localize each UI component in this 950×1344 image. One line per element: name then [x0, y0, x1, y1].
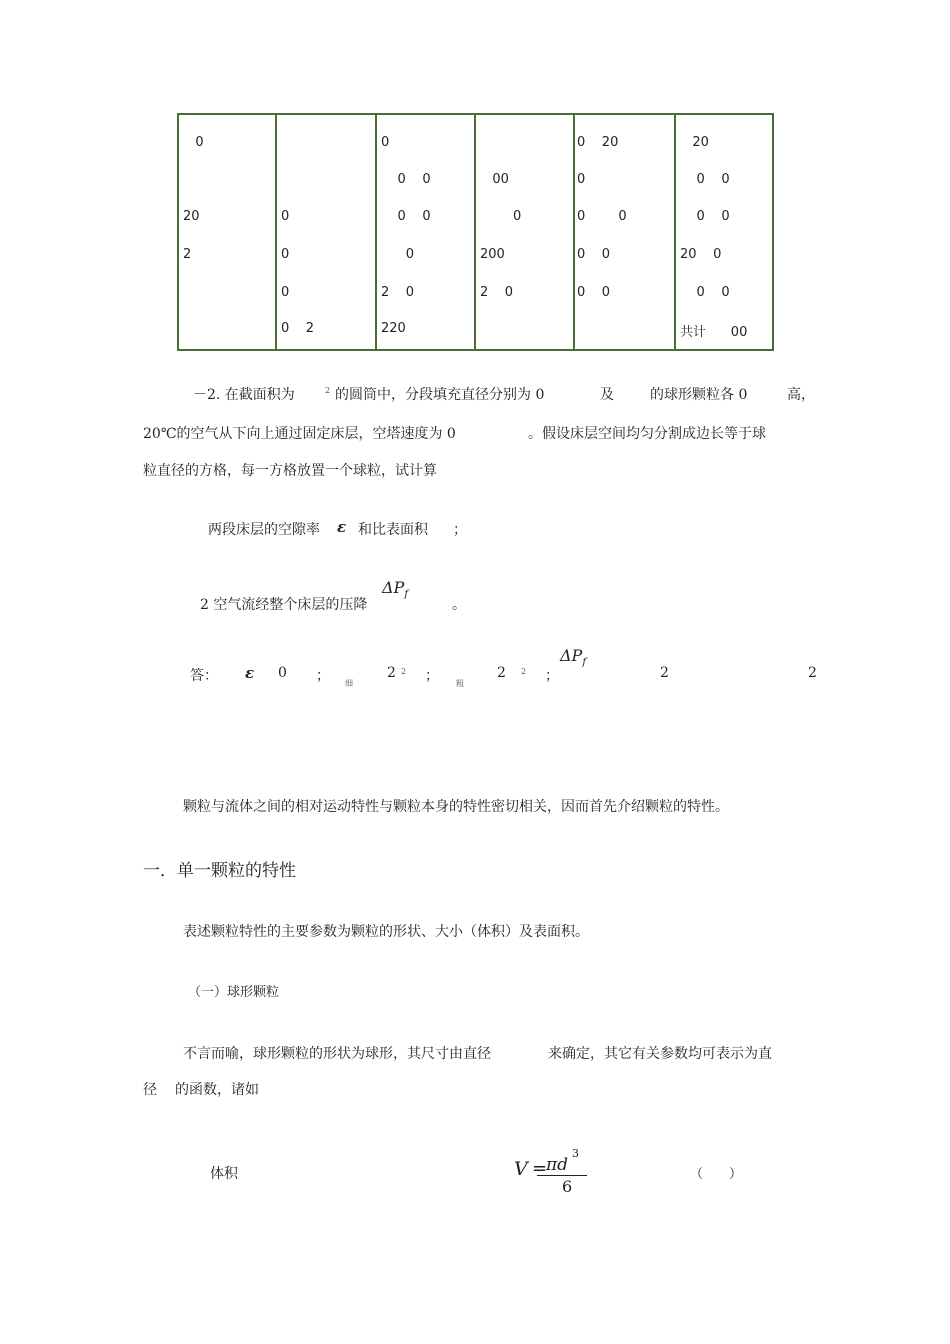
formula-numerator: πd	[546, 1155, 569, 1175]
answer-subscript: 细	[345, 679, 353, 688]
volume-label: 体积	[210, 1166, 238, 1182]
paragraph-line: 来确定，其它有关参数均可表示为直	[548, 1046, 772, 1062]
table-cell: 20	[183, 209, 200, 224]
table-cell: 0	[480, 209, 522, 224]
section-heading: 一．单一颗粒的特性	[143, 861, 296, 881]
fraction-bar	[537, 1175, 587, 1176]
table-cell: 0 0	[381, 209, 431, 224]
table-cell: 0	[577, 172, 586, 187]
intro-paragraph: 颗粒与流体之间的相对运动特性与颗粒本身的特性密切相关，因而首先介绍颗粒的特性。	[183, 799, 729, 815]
table-cell: 0	[381, 247, 415, 262]
answer-pressure-drop	[560, 646, 586, 668]
paragraph-line: 不言而喻，球形颗粒的形状为球形，其尺寸由直径	[183, 1046, 491, 1062]
formula-denominator: 6	[562, 1177, 573, 1196]
table-column	[575, 115, 676, 349]
pressure-drop-label: ΔP	[382, 578, 405, 597]
table-column	[676, 115, 772, 349]
data-table	[177, 113, 774, 351]
answer-epsilon: ε	[245, 664, 255, 682]
table-cell: 00	[480, 172, 509, 187]
table-cell: 0 0	[577, 285, 611, 300]
table-cell: 20	[680, 135, 709, 150]
problem-line-1e: 高，	[787, 387, 815, 403]
table-cell: 0 20	[577, 135, 619, 150]
table-cell: 200	[480, 247, 505, 262]
answer-pressure-drop-label: ΔP	[560, 646, 583, 665]
table-cell: 20 0	[680, 247, 722, 262]
problem-line-3: 粒直径的方格，每一方格放置一个球粒，试计算	[143, 463, 437, 479]
question-2-end: 。	[452, 597, 466, 613]
subsection-heading: （一）球形颗粒	[188, 985, 280, 1000]
table-cell: 220	[381, 321, 406, 336]
problem-line-1c: 及	[600, 387, 614, 403]
table-cell: 0 0	[577, 247, 611, 262]
table-column	[179, 115, 277, 349]
answer-separator: ；	[545, 668, 559, 684]
question-1-text-b: 和比表面积	[358, 522, 428, 538]
table-cell: 0 0	[680, 285, 730, 300]
answer-pressure-drop-subscript: f	[582, 657, 587, 669]
answer-label: 答：	[190, 668, 218, 684]
answer-separator: ；	[316, 668, 330, 684]
answer-superscript: 2	[401, 667, 407, 676]
table-cell: 0 0	[381, 172, 431, 187]
answer-value: 2	[497, 665, 506, 681]
answer-separator: ；	[425, 668, 439, 684]
answer-value: 2	[808, 665, 817, 681]
answer-value: 2	[387, 665, 396, 681]
pressure-drop-symbol	[382, 578, 408, 600]
problem-superscript: 2	[325, 386, 331, 395]
table-cell: 0	[281, 247, 290, 262]
table-cell: 0 0	[680, 172, 730, 187]
answer-superscript: 2	[521, 667, 527, 676]
table-cell: 2	[183, 247, 192, 262]
table-cell: 2 0	[480, 285, 514, 300]
problem-line-1a: －2. 在截面积为	[193, 387, 295, 403]
table-cell: 0 0	[577, 209, 627, 224]
table-column	[476, 115, 575, 349]
question-1-text: 两段床层的空隙率	[208, 522, 320, 538]
table-cell: 0	[183, 135, 204, 150]
question-1-end: ；	[453, 522, 467, 538]
equation-number: （ ）	[690, 1167, 743, 1182]
answer-subscript: 粗	[456, 679, 464, 688]
problem-line-2b: 。假设床层空间均匀分割成边长等于球	[528, 426, 766, 442]
problem-line-2a: 20℃的空气从下向上通过固定床层，空塔速度为 0	[143, 426, 456, 442]
formula-lhs: V	[514, 1158, 528, 1180]
answer-value: 2	[660, 665, 669, 681]
formula-exponent: 3	[572, 1147, 579, 1160]
paragraph-line: 径	[143, 1082, 157, 1098]
table-column	[377, 115, 476, 349]
epsilon-symbol: ε	[337, 518, 347, 536]
table-cell: 0	[281, 285, 290, 300]
table-column	[277, 115, 377, 349]
problem-line-1d: 的球形颗粒各 0	[650, 387, 748, 403]
pressure-drop-subscript: f	[404, 589, 409, 601]
table-cell: 0 2	[281, 321, 315, 336]
table-cell: 0	[381, 135, 390, 150]
table-cell: 0	[281, 209, 290, 224]
question-2-text: 2 空气流经整个床层的压降	[200, 597, 368, 613]
paragraph-line: 的函数，诸如	[175, 1082, 259, 1098]
formula-equals: =	[532, 1158, 548, 1179]
answer-value: 0	[278, 665, 287, 681]
table-cell: 0 0	[680, 209, 730, 224]
table-cell: 共计 00	[680, 325, 748, 340]
table-cell: 2 0	[381, 285, 415, 300]
problem-line-1b: 的圆筒中，分段填充直径分别为 0	[335, 387, 545, 403]
paragraph: 表述颗粒特性的主要参数为颗粒的形状、大小（体积）及表面积。	[183, 924, 589, 940]
